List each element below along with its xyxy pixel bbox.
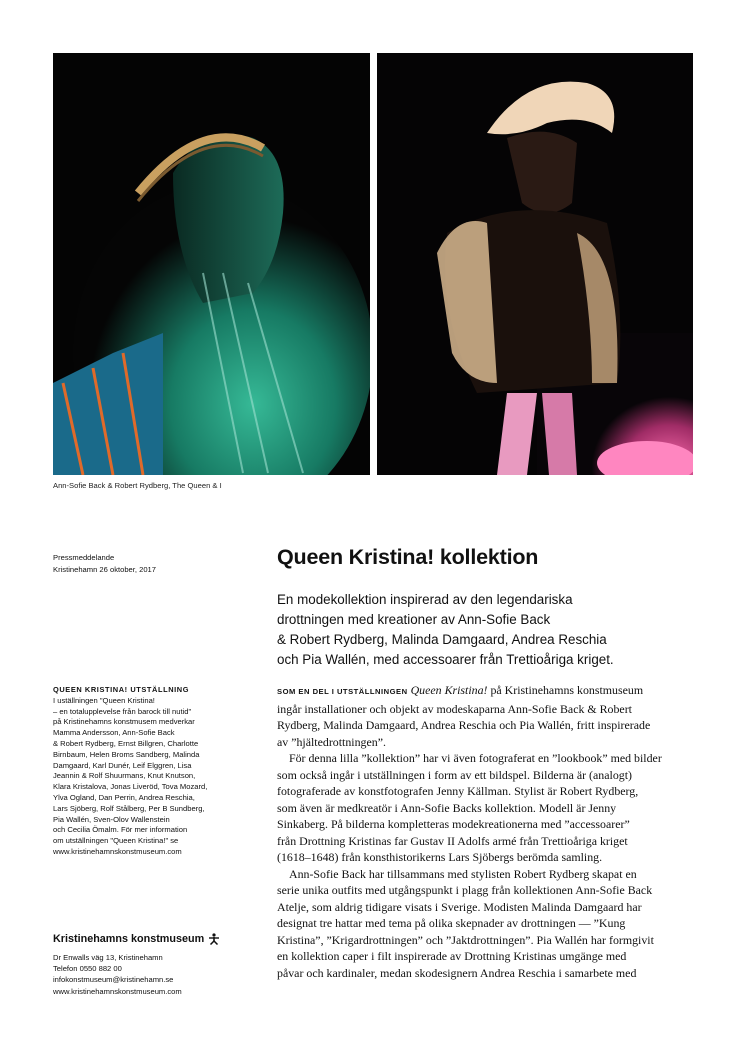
contact-email[interactable]: infokonstmuseum@kristinehamn.se	[53, 975, 174, 985]
sidebar-line: Birnbaum, Helen Broms Sandberg, Malinda	[53, 749, 200, 759]
sidebar-line: Pia Wallén, Sven-Olov Wallenstein	[53, 814, 170, 824]
body-line: För denna lilla ”kollektion” har vi även fotograferat en ”lookbook” med bilder	[289, 751, 662, 765]
museum-name-text: Kristinehamns konstmuseum	[53, 933, 205, 945]
lead-line: En modekollektion inspirerad av den legendariska	[277, 592, 573, 607]
body-line: en kollektion caper i filt inspirerade av Drottning Kristinas umgänge med	[277, 949, 627, 963]
article-title: Queen Kristina! kollektion	[277, 545, 539, 569]
body-line: Atelje, som aldrig tidigare visats i Sverige. Modisten Malinda Damgaard har	[277, 899, 642, 914]
photo-caption: Ann-Sofie Back & Robert Rydberg, The Queen & I	[53, 481, 222, 490]
contact-phone: Telefon 0550 882 00	[53, 964, 122, 974]
sidebar-line: I uställningen "Queen Kristina!	[53, 695, 155, 705]
sidebar-line: på Kristinehamns konstmusem medverkar	[53, 717, 195, 727]
sidebar-line: Lars Sjöberg, Rolf Stålberg, Per B Sundberg,	[53, 803, 205, 813]
body-line: Rydberg, Malinda Damgaard, Andrea Reschia och Pia Wallén, fritt inspirerade	[277, 718, 651, 732]
body-line: som också ingår i utställningen i form av ett bildspel. Bilderna är (analogt)	[277, 767, 632, 782]
press-date: Kristinehamn 26 oktober, 2017	[53, 565, 157, 574]
body-line: av ”hjältedrottningen”.	[277, 734, 386, 749]
contact-info	[53, 952, 263, 997]
sidebar-line: Jeannin & Rolf Shuurmans, Knut Knutson,	[53, 771, 196, 781]
body-line: Sinkaberg. På bilderna kompletteras modekreationerna med ”accessoarer”	[277, 817, 630, 831]
body-line: serie unika outfits med utgångspunkt i plagg från kollektionen Ann-Sofie Back	[277, 883, 653, 897]
sidebar-line: & Robert Rydberg, Ernst Billgren, Charlotte	[53, 738, 199, 748]
article-body	[277, 682, 707, 981]
museum-contact-block	[53, 933, 263, 997]
sidebar-line: – en totalupplevelse från barock till nutid"	[53, 706, 192, 716]
sidebar-line: Ylva Ogland, Dan Perrin, Andrea Reschia,	[53, 792, 195, 802]
museum-name	[53, 933, 263, 945]
contact-address: Dr Enwalls väg 13, Kristinehamn	[53, 953, 163, 962]
photo-right	[377, 53, 693, 475]
sidebar-line: och Cecilia Ömalm. För mer information	[53, 825, 188, 835]
body-line: ingår installationer och objekt av modeskaparna Ann-Sofie Back & Robert	[277, 701, 632, 716]
photo-left	[53, 53, 370, 475]
photo-right-image	[377, 53, 693, 475]
person-figure-icon	[208, 933, 220, 945]
lead-line: drottningen med kreationer av Ann-Sofie Back	[277, 612, 551, 627]
lead-line: och Pia Wallén, med accessoarer från Trettioåriga kriget.	[277, 652, 614, 667]
body-lead-caps: SOM EN DEL I UTSTÄLLNINGEN	[277, 687, 408, 696]
contact-website[interactable]: www.kristinehamnskonstmuseum.com	[53, 986, 182, 996]
sidebar-heading: QUEEN KRISTINA! UTSTÄLLNING	[53, 685, 190, 694]
press-meta	[53, 552, 156, 576]
article-lead	[277, 590, 717, 670]
body-line: från Drottning Kristinas far Gustav II Adolfs armé från Trettioåriga kriget	[277, 833, 628, 848]
sidebar-line: om utställningen "Queen Kristina!" se	[53, 836, 179, 846]
body-line: (1618–1648) från konsthistorikerns Lars Sjöbergs berömda samling.	[277, 850, 603, 864]
exhibition-sidebar	[53, 685, 258, 858]
sidebar-line: Klara Kristalova, Jonas Liveröd, Tova Mozard,	[53, 782, 208, 792]
body-italic-title: Queen Kristina!	[410, 683, 488, 697]
body-line: Ann-Sofie Back har tillsammans med stylisten Robert Rydberg skapat en	[289, 866, 637, 881]
photo-left-image	[53, 53, 370, 475]
body-line-rest: på Kristinehamns konstmuseum	[487, 683, 644, 697]
body-paragraph-1-first-line	[277, 682, 707, 701]
lead-line: & Robert Rydberg, Malinda Damgaard, Andrea Reschia	[277, 632, 607, 647]
sidebar-line: Mamma Andersson, Ann-Sofie Back	[53, 728, 175, 738]
press-label: Pressmeddelande	[53, 553, 115, 562]
sidebar-link[interactable]: www.kristinehamnskonstmuseum.com	[53, 846, 182, 856]
body-line: påvar och kardinaler, medan skodesignern Andrea Reschia i samarbete med	[277, 965, 637, 980]
body-line: designat tre hattar med tema på olika skepnader av drottningen — ”Kung	[277, 916, 626, 930]
body-line: Kristina”, ”Krigardrottningen” och ”Jaktdrottningen”. Pia Wallén har formgivit	[277, 932, 654, 947]
body-line: som även är medkreatör i Ann-Sofie Backs kollektion. Modell är Jenny	[277, 800, 617, 815]
sidebar-line: Damgaard, Karl Dunér, Leif Elggren, Lisa	[53, 760, 192, 770]
body-line: fotograferade av konstfotografen Jenny Källman. Stylist är Robert Rydberg,	[277, 784, 639, 798]
